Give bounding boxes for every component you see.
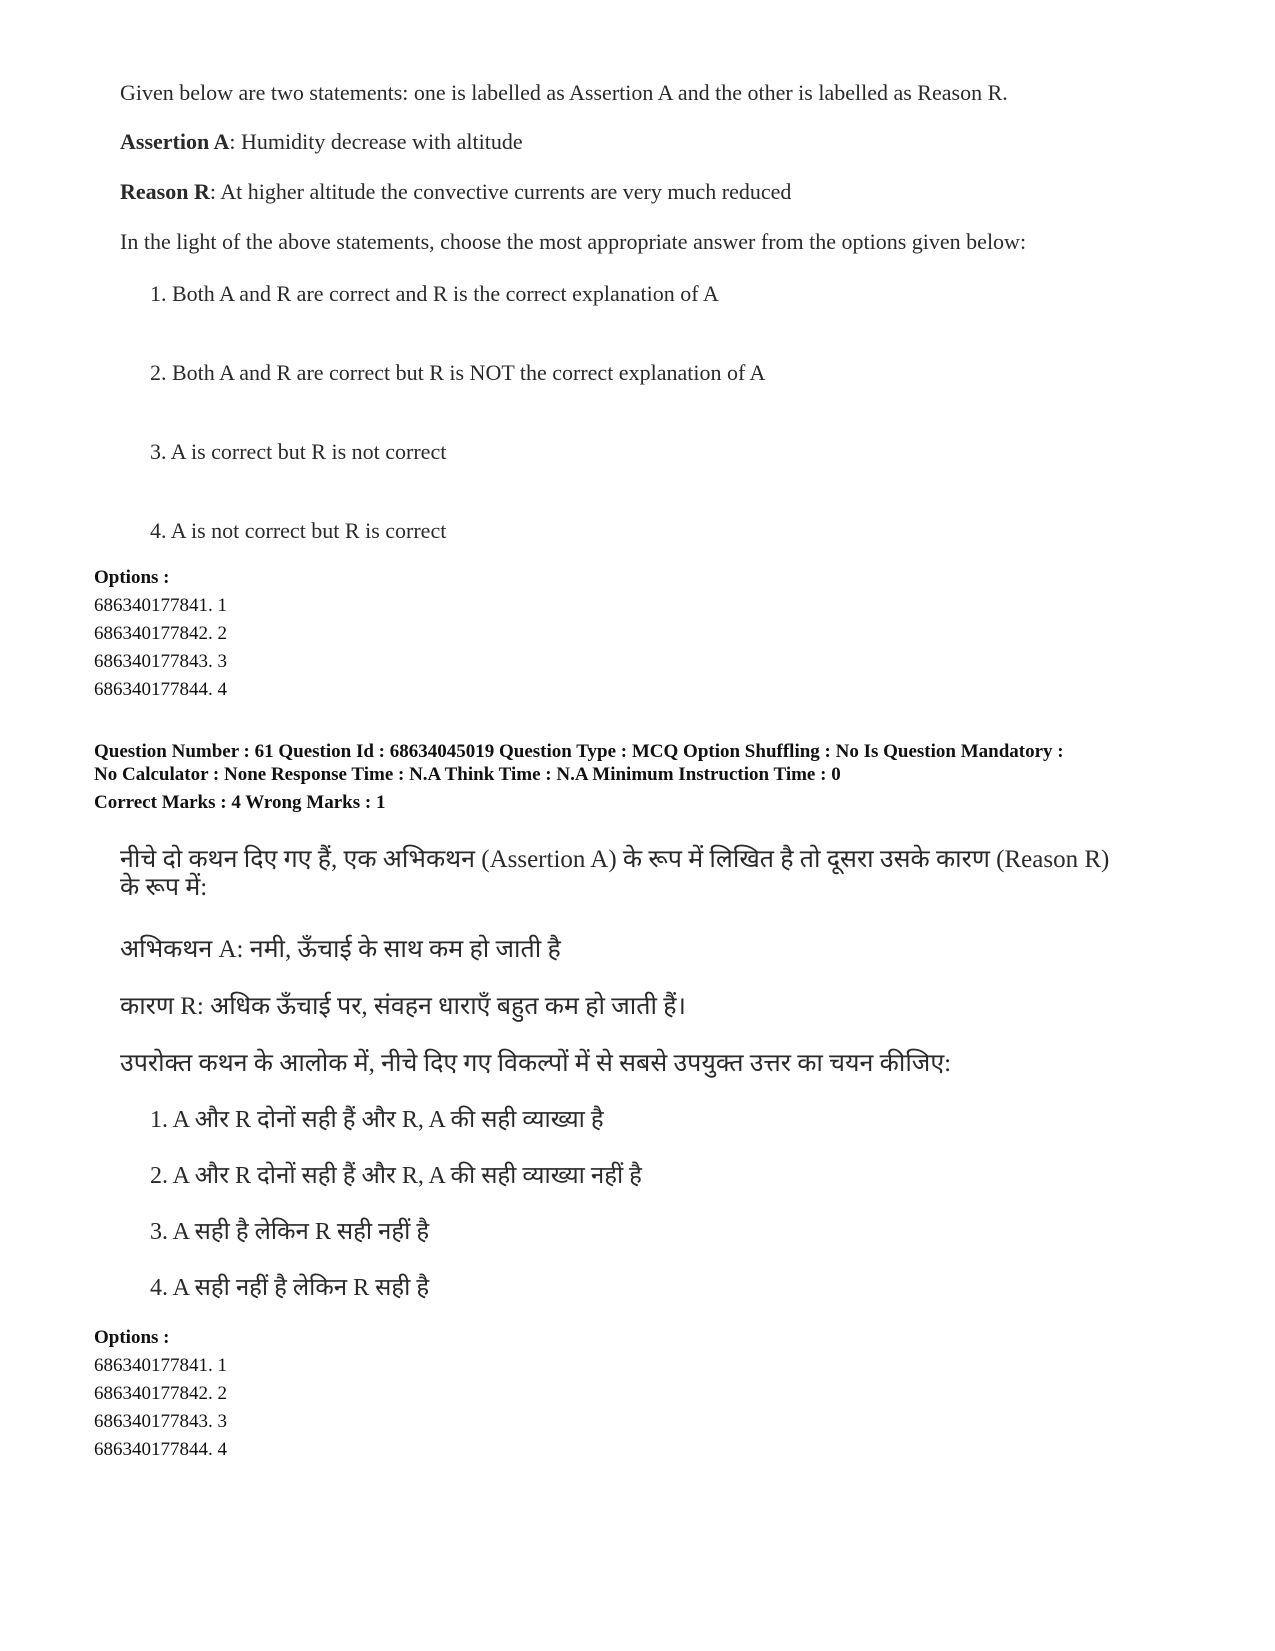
q60-choice-1: 1. Both A and R are correct and R is the correct explanation of A <box>150 281 719 306</box>
q61-hindi-choice-1: 1. A और R दोनों सही हैं और R, A की सही व्याख्या है <box>150 1107 604 1133</box>
q60-option-id-1: 686340177841. 1 <box>94 595 227 616</box>
q60-option-id-2: 686340177842. 2 <box>94 623 227 644</box>
reason-text: : At higher altitude the convective currents are very much reduced <box>209 179 792 204</box>
q61-option-id-4: 686340177844. 4 <box>94 1439 227 1460</box>
assertion-label: Assertion A <box>120 129 230 154</box>
q61-marks: Correct Marks : 4 Wrong Marks : 1 <box>94 792 386 813</box>
q61-hindi-choice-2: 2. A और R दोनों सही हैं और R, A की सही व्याख्या नहीं है <box>150 1163 642 1189</box>
q60-choice-3: 3. A is correct but R is not correct <box>150 439 447 464</box>
q61-meta-line-2: No Calculator : None Response Time : N.A Think Time : N.A Minimum Instruction Time : 0 <box>94 764 841 785</box>
q61-hindi-instruction: उपरोक्त कथन के आलोक में, नीचे दिए गए विकल्पों में से सबसे उपयुक्त उत्तर का चयन कीजिए: <box>120 1050 952 1077</box>
q60-option-id-3: 686340177843. 3 <box>94 651 227 672</box>
q61-hindi-choice-3: 3. A सही है लेकिन R सही नहीं है <box>150 1219 430 1245</box>
q61-hindi-assertion: अभिकथन A: नमी, ऊँचाई के साथ कम हो जाती है <box>120 936 561 963</box>
q61-options-label: Options : <box>94 1327 170 1348</box>
q60-instruction: In the light of the above statements, choose the most appropriate answer from the options given below: <box>120 229 1027 254</box>
q61-meta-line-1: Question Number : 61 Question Id : 68634045019 Question Type : MCQ Option Shuffling : No Is Question Mandatory : <box>94 741 1064 762</box>
q60-reason <box>120 179 791 205</box>
q60-intro: Given below are two statements: one is labelled as Assertion A and the other is labelled as Reason R. <box>120 80 1008 105</box>
q61-option-id-1: 686340177841. 1 <box>94 1355 227 1376</box>
q60-options-label: Options : <box>94 567 170 588</box>
reason-label: Reason R <box>120 179 210 204</box>
q61-hindi-choice-4: 4. A सही नहीं है लेकिन R सही है <box>150 1275 430 1301</box>
q61-option-id-2: 686340177842. 2 <box>94 1383 227 1404</box>
q60-option-id-4: 686340177844. 4 <box>94 679 227 700</box>
q61-hindi-reason: कारण R: अधिक ऊँचाई पर, संवहन धाराएँ बहुत कम हो जाती हैं। <box>120 993 686 1020</box>
q61-option-id-3: 686340177843. 3 <box>94 1411 227 1432</box>
q60-choice-2: 2. Both A and R are correct but R is NOT the correct explanation of A <box>150 360 766 385</box>
q61-hindi-intro: नीचे दो कथन दिए गए हैं, एक अभिकथन (Assertion A) के रूप में लिखित है तो दूसरा उसके कारण (Reason R) के रूप में: <box>120 846 1110 901</box>
q60-assertion <box>120 129 523 155</box>
q60-choice-4: 4. A is not correct but R is correct <box>150 518 447 543</box>
assertion-text: : Humidity decrease with altitude <box>229 129 523 154</box>
